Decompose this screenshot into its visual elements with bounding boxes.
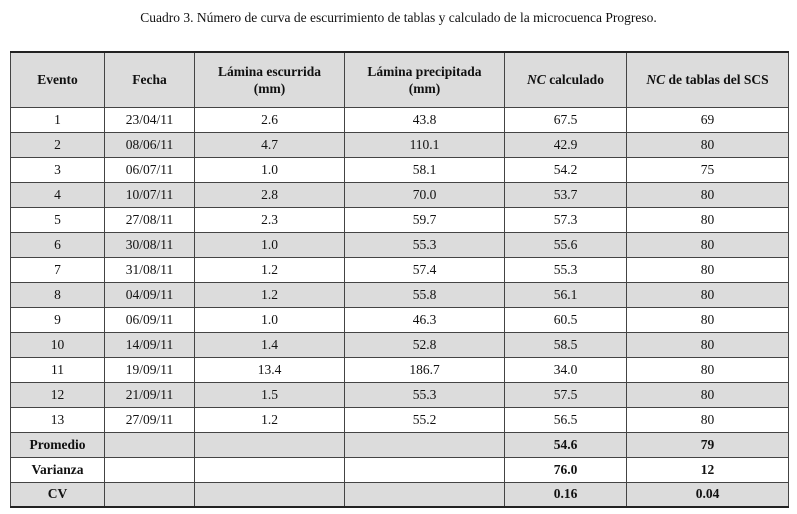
- cell-evento: 9: [11, 307, 105, 332]
- cell-fecha: 14/09/11: [105, 332, 195, 357]
- cell-nc-tab: 80: [627, 357, 789, 382]
- cell-fecha: 06/07/11: [105, 157, 195, 182]
- empty-cell: [345, 457, 505, 482]
- cell-precipitada: 70.0: [345, 182, 505, 207]
- cell-precipitada: 55.8: [345, 282, 505, 307]
- table-row: [11, 257, 789, 282]
- table-row: [11, 107, 789, 132]
- cell-nc-calc: 42.9: [505, 132, 627, 157]
- cell-nc-calc: 58.5: [505, 332, 627, 357]
- cell-evento: 1: [11, 107, 105, 132]
- cell-escurrida: 13.4: [195, 357, 345, 382]
- cell-fecha: 27/09/11: [105, 407, 195, 432]
- empty-cell: [195, 432, 345, 457]
- header-lamina-escurrida-label: Lámina escurrida: [217, 63, 322, 79]
- header-evento: Evento: [11, 52, 105, 107]
- summary-nc-calculado: 76.0: [505, 457, 627, 482]
- empty-cell: [195, 457, 345, 482]
- cell-nc-tab: 80: [627, 257, 789, 282]
- summary-label: Promedio: [11, 432, 105, 457]
- cell-precipitada: 55.3: [345, 232, 505, 257]
- cell-evento: 11: [11, 357, 105, 382]
- cell-escurrida: 1.0: [195, 232, 345, 257]
- cell-escurrida: 1.2: [195, 282, 345, 307]
- cell-nc-tab: 80: [627, 307, 789, 332]
- header-lamina-precipitada-unit: (mm): [408, 80, 441, 96]
- table-row: [11, 357, 789, 382]
- summary-label: CV: [11, 482, 105, 507]
- empty-cell: [105, 457, 195, 482]
- summary-nc-tablas: 79: [627, 432, 789, 457]
- summary-nc-tablas: 0.04: [627, 482, 789, 507]
- cell-escurrida: 2.3: [195, 207, 345, 232]
- cell-precipitada: 55.2: [345, 407, 505, 432]
- cell-nc-tab: 80: [627, 232, 789, 257]
- table-row: [11, 232, 789, 257]
- cell-nc-calc: 60.5: [505, 307, 627, 332]
- cell-nc-tab: 80: [627, 407, 789, 432]
- cell-evento: 13: [11, 407, 105, 432]
- empty-cell: [345, 432, 505, 457]
- cell-escurrida: 1.4: [195, 332, 345, 357]
- cell-precipitada: 43.8: [345, 107, 505, 132]
- empty-cell: [105, 432, 195, 457]
- cell-fecha: 10/07/11: [105, 182, 195, 207]
- empty-cell: [195, 482, 345, 507]
- cell-evento: 10: [11, 332, 105, 357]
- cell-nc-tab: 75: [627, 157, 789, 182]
- header-nc-calculado-rest: calculado: [545, 72, 604, 88]
- summary-row: [11, 457, 789, 482]
- cell-evento: 5: [11, 207, 105, 232]
- cell-precipitada: 59.7: [345, 207, 505, 232]
- cell-nc-tab: 80: [627, 382, 789, 407]
- cell-nc-calc: 56.1: [505, 282, 627, 307]
- cell-nc-tab: 80: [627, 282, 789, 307]
- cell-nc-calc: 34.0: [505, 357, 627, 382]
- cell-nc-calc: 56.5: [505, 407, 627, 432]
- cell-precipitada: 58.1: [345, 157, 505, 182]
- cell-evento: 8: [11, 282, 105, 307]
- cell-nc-calc: 55.6: [505, 232, 627, 257]
- table-row: [11, 207, 789, 232]
- cell-escurrida: 1.2: [195, 257, 345, 282]
- cell-evento: 4: [11, 182, 105, 207]
- cell-nc-calc: 57.3: [505, 207, 627, 232]
- cell-fecha: 04/09/11: [105, 282, 195, 307]
- header-nc-tablas-nc: NC: [646, 72, 666, 88]
- cell-evento: 6: [11, 232, 105, 257]
- cell-nc-calc: 54.2: [505, 157, 627, 182]
- header-nc-calculado: [505, 52, 627, 107]
- cell-nc-calc: 53.7: [505, 182, 627, 207]
- cell-fecha: 23/04/11: [105, 107, 195, 132]
- cell-fecha: 30/08/11: [105, 232, 195, 257]
- cell-evento: 7: [11, 257, 105, 282]
- table-row: [11, 132, 789, 157]
- cell-evento: 12: [11, 382, 105, 407]
- cell-precipitada: 55.3: [345, 382, 505, 407]
- cell-escurrida: 2.6: [195, 107, 345, 132]
- cell-escurrida: 2.8: [195, 182, 345, 207]
- cell-nc-calc: 57.5: [505, 382, 627, 407]
- empty-cell: [345, 482, 505, 507]
- table-row: [11, 282, 789, 307]
- cell-precipitada: 110.1: [345, 132, 505, 157]
- summary-label: Varianza: [11, 457, 105, 482]
- table-row: [11, 382, 789, 407]
- cell-escurrida: 1.2: [195, 407, 345, 432]
- cell-evento: 3: [11, 157, 105, 182]
- cell-fecha: 27/08/11: [105, 207, 195, 232]
- nc-table: [10, 51, 789, 508]
- cell-precipitada: 186.7: [345, 357, 505, 382]
- summary-nc-calculado: 0.16: [505, 482, 627, 507]
- cell-escurrida: 4.7: [195, 132, 345, 157]
- cell-precipitada: 52.8: [345, 332, 505, 357]
- table-caption: Cuadro 3. Número de curva de escurrimiento de tablas y calculado de la microcuenca Progreso.: [140, 10, 657, 25]
- cell-nc-calc: 67.5: [505, 107, 627, 132]
- header-lamina-precipitada-label: Lámina precipitada: [367, 63, 482, 79]
- header-nc-calculado-nc: NC: [527, 72, 546, 88]
- cell-precipitada: 57.4: [345, 257, 505, 282]
- header-nc-tablas: [627, 52, 789, 107]
- cell-nc-tab: 80: [627, 207, 789, 232]
- header-fecha: Fecha: [105, 52, 195, 107]
- cell-escurrida: 1.0: [195, 157, 345, 182]
- table-row: [11, 307, 789, 332]
- cell-fecha: 19/09/11: [105, 357, 195, 382]
- table-row: [11, 157, 789, 182]
- cell-fecha: 08/06/11: [105, 132, 195, 157]
- cell-fecha: 21/09/11: [105, 382, 195, 407]
- cell-escurrida: 1.5: [195, 382, 345, 407]
- header-lamina-precipitada: [345, 52, 505, 107]
- cell-escurrida: 1.0: [195, 307, 345, 332]
- cell-nc-tab: 69: [627, 107, 789, 132]
- header-nc-tablas-rest: de tablas del SCS: [665, 72, 769, 88]
- table-row: [11, 407, 789, 432]
- cell-nc-tab: 80: [627, 182, 789, 207]
- cell-evento: 2: [11, 132, 105, 157]
- header-row: [11, 52, 789, 107]
- empty-cell: [105, 482, 195, 507]
- table-row: [11, 332, 789, 357]
- summary-row: [11, 432, 789, 457]
- cell-fecha: 31/08/11: [105, 257, 195, 282]
- summary-row: [11, 482, 789, 507]
- cell-nc-calc: 55.3: [505, 257, 627, 282]
- summary-nc-tablas: 12: [627, 457, 789, 482]
- cell-nc-tab: 80: [627, 332, 789, 357]
- cell-nc-tab: 80: [627, 132, 789, 157]
- header-lamina-escurrida-unit: (mm): [253, 80, 286, 96]
- header-lamina-escurrida: [195, 52, 345, 107]
- cell-precipitada: 46.3: [345, 307, 505, 332]
- summary-nc-calculado: 54.6: [505, 432, 627, 457]
- table-row: [11, 182, 789, 207]
- cell-fecha: 06/09/11: [105, 307, 195, 332]
